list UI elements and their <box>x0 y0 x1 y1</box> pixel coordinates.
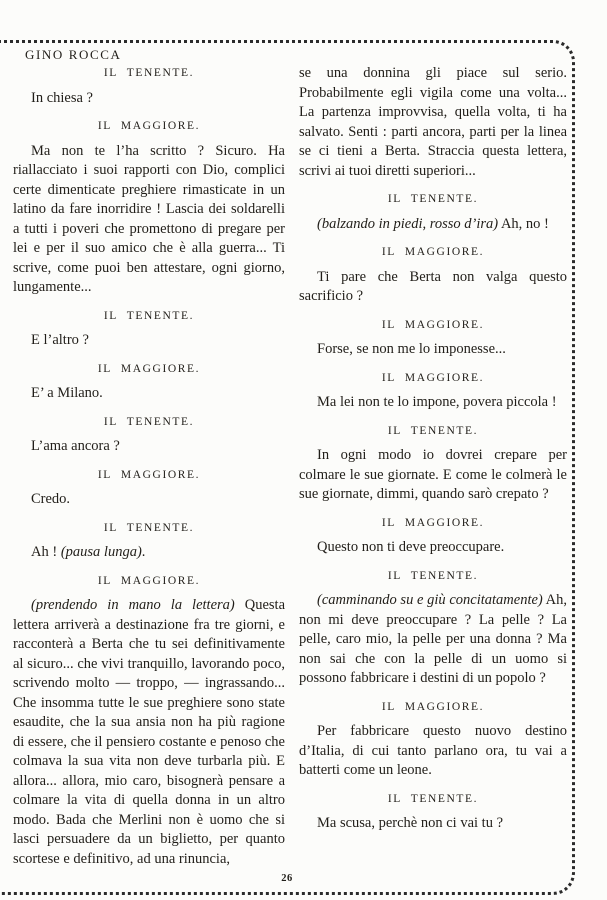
dialogue-paragraph <box>13 543 285 563</box>
speaker-heading: IL TENENTE. <box>103 521 195 534</box>
speaker-heading: IL MAGGIORE. <box>97 574 201 587</box>
dialogue-paragraph <box>13 490 285 510</box>
speaker-heading: IL TENENTE. <box>103 415 195 428</box>
speaker-heading: IL MAGGIORE. <box>381 246 485 258</box>
dialogue-text: Credo. <box>31 491 71 507</box>
running-header: GINO ROCCA <box>25 47 122 62</box>
stage-direction: (camminando su e giù concitatamente) <box>317 592 543 608</box>
dialogue-text: Ah, no ! <box>498 215 549 232</box>
speaker-heading: IL MAGGIORE. <box>381 516 485 529</box>
dialogue-text: In ogni modo io dovrei crepare per colmare le sue giornate. E come le colmerà le sue giornate, dimmi, quando sarò crepato ? <box>299 447 567 502</box>
dialogue-paragraph <box>13 331 285 351</box>
dialogue-text: E’ a Milano. <box>31 385 103 401</box>
speaker-heading: IL MAGGIORE. <box>381 700 485 713</box>
speaker-heading: IL MAGGIORE. <box>97 120 201 132</box>
speaker-heading: IL TENENTE. <box>103 67 195 79</box>
dialogue-paragraph <box>299 814 567 834</box>
dialogue-text: . <box>141 544 146 560</box>
left-text-column <box>13 64 285 872</box>
stage-direction: (balzando in piedi, rosso d’ira) <box>317 215 499 232</box>
dialogue-paragraph <box>299 446 567 505</box>
dialogue-text: E l’altro ? <box>31 332 89 348</box>
dialogue-text: Ma scusa, perchè non ci vai tu ? <box>317 815 504 831</box>
dialogue-text: Forse, se non me lo imponesse... <box>317 341 506 357</box>
speaker-heading: IL MAGGIORE. <box>381 371 485 384</box>
dialogue-text: se una donnina gli piace sul serio. Probabilmente egli vigila come una volta... La partenza improvvisa, quella volta, ti ha salvato. Senti : parti ancora, parti per la linea se ci tieni a Berta. Straccia questa lettera, scrivi ai tuoi diretti superiori... <box>299 65 567 179</box>
speaker-heading: IL TENENTE. <box>387 193 479 205</box>
dialogue-paragraph <box>299 268 567 307</box>
dialogue-text: Ma lei non te lo impone, povera piccola ! <box>317 394 557 410</box>
dialogue-text: Questo non ti deve preoccupare. <box>317 539 505 555</box>
stage-direction: (prendendo in mano la lettera) <box>31 597 235 613</box>
dialogue-paragraph <box>299 722 567 781</box>
speaker-heading: IL TENENTE. <box>387 792 479 805</box>
dialogue-paragraph <box>299 591 567 689</box>
dialogue-paragraph <box>299 340 567 360</box>
right-text-column <box>299 64 567 837</box>
speaker-heading: IL MAGGIORE. <box>381 318 485 331</box>
dialogue-text: Questa lettera arriverà a destinazione fra tre giorni, e racconterà a Berta che tu sei definitivamente al sicuro... che vivi tranquillo, lavorando poco, scrivendo molto — troppo, — ingrassando... Che insomma tutte le sue preghiere sono state esaudite, che la sua ansia non ha più ragione di essere, che il pensiero costante e penoso che colmava la sua vita non deve turbarla più. E allora... allora, mio caro, bisognerà pensare a colmare la vita di quella donna in un altro modo. Bada che Merlini non è uomo che si lasci persuadere da un biglietto, per quanto scortese e definitivo, ad una rinuncia, <box>13 597 286 867</box>
dialogue-text: Ma non te l’ha scritto ? Sicuro. Ha riallacciato i suoi rapporti con Dio, complici certe dimenticate preghiere rimasticate in un latino da fare inorridire ! Lascia dei soldarelli a tutti i poveri che promettono di pregare per lei e per il suo amico che è alla guerra... Ti scrive, come puoi ben attestare, ogni giorno, lungamente... <box>13 142 285 295</box>
dialogue-text: L’ama ancora ? <box>31 438 120 454</box>
dialogue-paragraph <box>299 215 567 235</box>
speaker-heading: IL MAGGIORE. <box>97 362 201 375</box>
speaker-heading: IL MAGGIORE. <box>97 468 201 481</box>
dialogue-paragraph <box>13 89 285 109</box>
page-number: 26 <box>281 873 293 884</box>
dialogue-paragraph <box>299 64 567 181</box>
dialogue-text: Per fabbricare questo nuovo destino d’Italia, di cui tanto parlano ora, tu vai a batterti come un leone. <box>299 723 567 778</box>
dialogue-paragraph <box>299 538 567 558</box>
dialogue-text: In chiesa ? <box>31 89 93 106</box>
dialogue-text: Ah, non mi deve preoccupare ? La pelle ? La pelle, caro mio, la pelle per una donna ? Ma non sai che con la pelle di un uomo si possono fabbricare i destini di un popolo ? <box>299 592 567 686</box>
dialogue-text: Ah ! <box>31 544 61 560</box>
speaker-heading: IL TENENTE. <box>387 424 479 437</box>
speaker-heading: IL TENENTE. <box>387 569 479 582</box>
dialogue-text: Ti pare che Berta non valga questo sacrificio ? <box>299 268 567 304</box>
speaker-heading: IL TENENTE. <box>103 309 195 322</box>
dialogue-paragraph <box>299 393 567 413</box>
stage-direction: (pausa lunga) <box>60 544 142 560</box>
dialogue-paragraph <box>13 437 285 457</box>
dialogue-paragraph <box>13 384 285 404</box>
dialogue-paragraph <box>13 142 285 298</box>
dialogue-paragraph <box>13 596 285 869</box>
